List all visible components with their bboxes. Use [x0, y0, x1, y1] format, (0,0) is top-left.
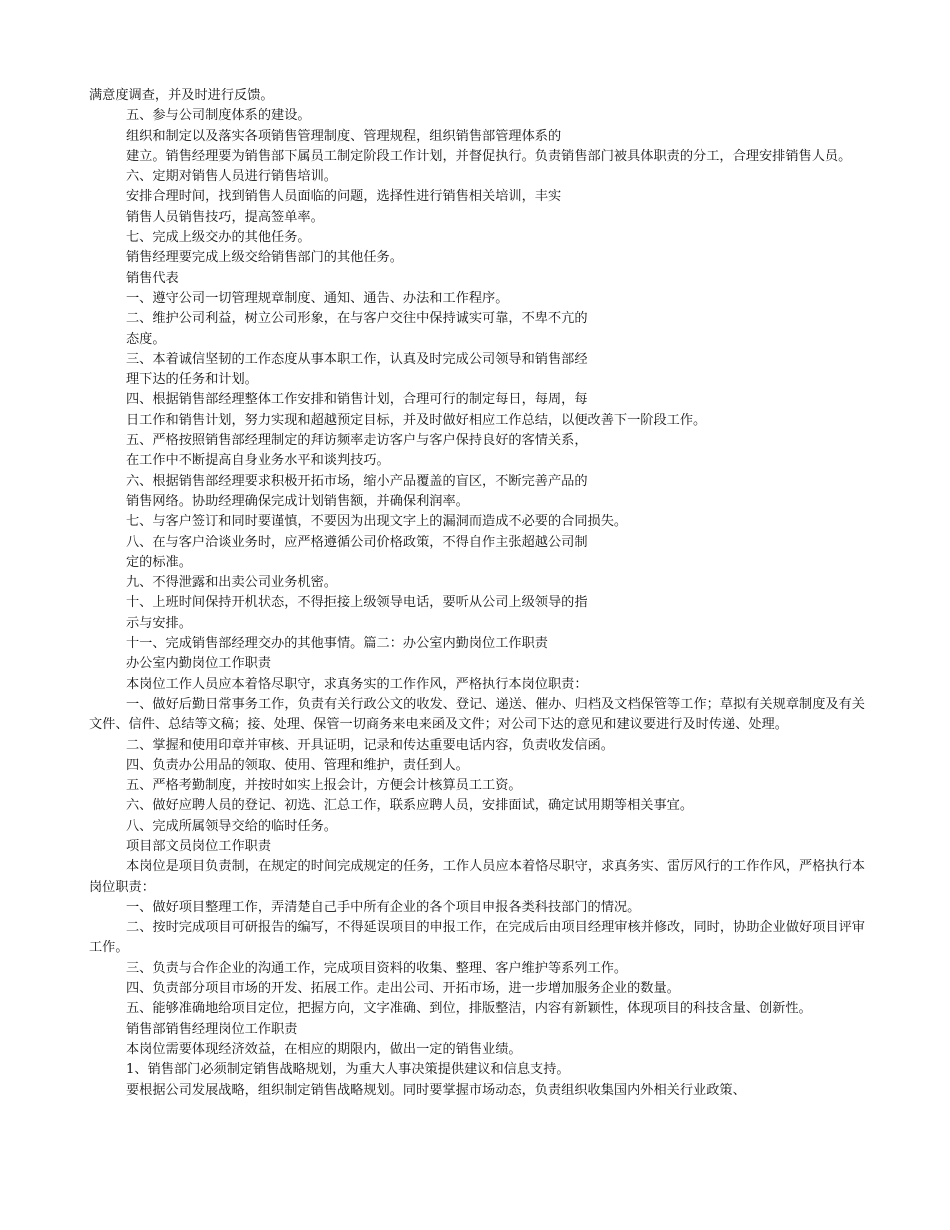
paragraph: 四、根据销售部经理整体工作安排和销售计划，合理可行的制定每日，每周，每 — [126, 392, 588, 408]
paragraph: 五、能够准确地给项目定位，把握方向，文字准确、到位，排版整洁，内容有新颖性，体现项目的科技含量、创新性。 — [126, 1001, 812, 1017]
paragraph: 六、做好应聘人员的登记、初选、汇总工作，联系应聘人员，安排面试，确定试用期等相关事宜。 — [126, 798, 694, 814]
paragraph: 八、在与客户洽谈业务时，应严格遵循公司价格政策，不得自作主张超越公司制 — [126, 534, 588, 550]
paragraph: 三、负责与合作企业的沟通工作，完成项目资料的收集、整理、客户维护等系列工作。 — [126, 960, 628, 976]
paragraph: 一、做好项目整理工作，弄清楚自己手中所有企业的各个项目申报各类科技部门的情况。 — [126, 899, 641, 915]
paragraph: 二、掌握和使用印章并审核、开具证明，记录和传达重要电话内容，负责收发信函。 — [126, 737, 614, 753]
paragraph: 六、定期对销售人员进行销售培训。 — [126, 169, 337, 185]
paragraph: 满意度调查，并及时进行反馈。 — [89, 88, 274, 103]
paragraph: 本岗位工作人员应本着恪尽职守，求真务实的工作作风，严格执行本岗位职责： — [126, 676, 588, 692]
paragraph: 六、根据销售部经理要求积极开拓市场，缩小产品覆盖的盲区，不断完善产品的 — [126, 473, 588, 489]
paragraph: 本岗位需要体现经济效益，在相应的期限内，做出一定的销售业绩。 — [126, 1041, 522, 1057]
paragraph: 销售网络。协助经理确保完成计划销售额，并确保利润率。 — [126, 493, 469, 509]
paragraph: 四、负责办公用品的领取、使用、管理和维护，责任到人。 — [126, 757, 469, 773]
paragraph: 一、做好后勤日常事务工作，负责有关行政公文的收发、登记、递送、催办、归档及文档保管等工作；草拟有关规章制度及有关文件、信件、总结等文稿；接、处理、保管一切商务来电来函及文件；对公司下达的意见和建议要进行及时传递、处理。 — [89, 696, 865, 733]
paragraph: 项目部文员岗位工作职责 — [126, 838, 272, 854]
paragraph: 销售代表 — [126, 270, 179, 286]
paragraph: 十一、完成销售部经理交办的其他事情。篇二：办公室内勤岗位工作职责 — [126, 636, 548, 652]
paragraph: 示与安排。 — [126, 615, 192, 631]
paragraph: 理下达的任务和计划。 — [126, 372, 258, 388]
paragraph: 安排合理时间，找到销售人员面临的问题，选择性进行销售相关培训，丰实 — [126, 189, 562, 205]
paragraph: 本岗位是项目负责制，在规定的时间完成规定的任务，工作人员应本着恪尽职守，求真务实、雷厉风行的工作作风，严格执行本岗位职责： — [89, 859, 865, 895]
paragraph: 七、完成上级交办的其他任务。 — [126, 230, 311, 246]
paragraph: 组织和制定以及落实各项销售管理制度、管理规程，组织销售部管理体系的 — [126, 128, 562, 144]
paragraph: 定的标准。 — [126, 554, 192, 570]
paragraph: 五、严格考勤制度，并按时如实上报会计，方便会计核算员工工资。 — [126, 778, 522, 794]
paragraph: 一、遵守公司一切管理规章制度、通知、通告、办法和工作程序。 — [126, 290, 509, 306]
document-page — [89, 86, 865, 1101]
paragraph: 销售部销售经理岗位工作职责 — [126, 1021, 298, 1037]
paragraph: 态度。 — [126, 331, 166, 347]
paragraph: 日工作和销售计划，努力实现和超越预定目标，并及时做好相应工作总结，以便改善下一阶段工作。 — [126, 412, 707, 428]
paragraph: 销售人员销售技巧，提高签单率。 — [126, 209, 324, 225]
paragraph: 八、完成所属领导交给的临时任务。 — [126, 818, 337, 834]
paragraph: 七、与客户签订和同时要谨慎，不要因为出现文字上的漏洞而造成不必要的合同损失。 — [126, 514, 628, 530]
paragraph: 建立。销售经理要为销售部下属员工制定阶段工作计划，并督促执行。负责销售部门被具体职责的分工，合理安排销售人员。 — [126, 148, 852, 164]
paragraph: 二、按时完成项目可研报告的编写，不得延误项目的申报工作，在完成后由项目经理审核并修改，同时，协助企业做好项目评审工作。 — [89, 920, 865, 956]
paragraph: 要根据公司发展战略，组织制定销售战略规划。同时要掌握市场动态，负责组织收集国内外相关行业政策、 — [126, 1082, 746, 1098]
paragraph: 二、维护公司利益，树立公司形象，在与客户交往中保持诚实可靠，不卑不亢的 — [126, 311, 588, 327]
paragraph: 九、不得泄露和出卖公司业务机密。 — [126, 575, 337, 591]
paragraph: 四、负责部分项目市场的开发、拓展工作。走出公司、开拓市场，进一步增加服务企业的数量。 — [126, 981, 680, 997]
paragraph: 五、严格按照销售部经理制定的拜访频率走访客户与客户保持良好的客情关系， — [126, 433, 588, 449]
paragraph: 三、本着诚信坚韧的工作态度从事本职工作，认真及时完成公司领导和销售部经 — [126, 351, 588, 367]
paragraph: 在工作中不断提高自身业务水平和谈判技巧。 — [126, 453, 390, 469]
paragraph: 办公室内勤岗位工作职责 — [126, 656, 272, 672]
paragraph: 五、参与公司制度体系的建设。 — [126, 108, 311, 124]
paragraph: 十、上班时间保持开机状态，不得拒接上级领导电话，要听从公司上级领导的指 — [126, 595, 588, 611]
paragraph: 1、销售部门必须制定销售战略规划，为重大人事决策提供建议和信息支持。 — [126, 1062, 570, 1078]
paragraph: 销售经理要完成上级交给销售部门的其他任务。 — [126, 250, 403, 266]
